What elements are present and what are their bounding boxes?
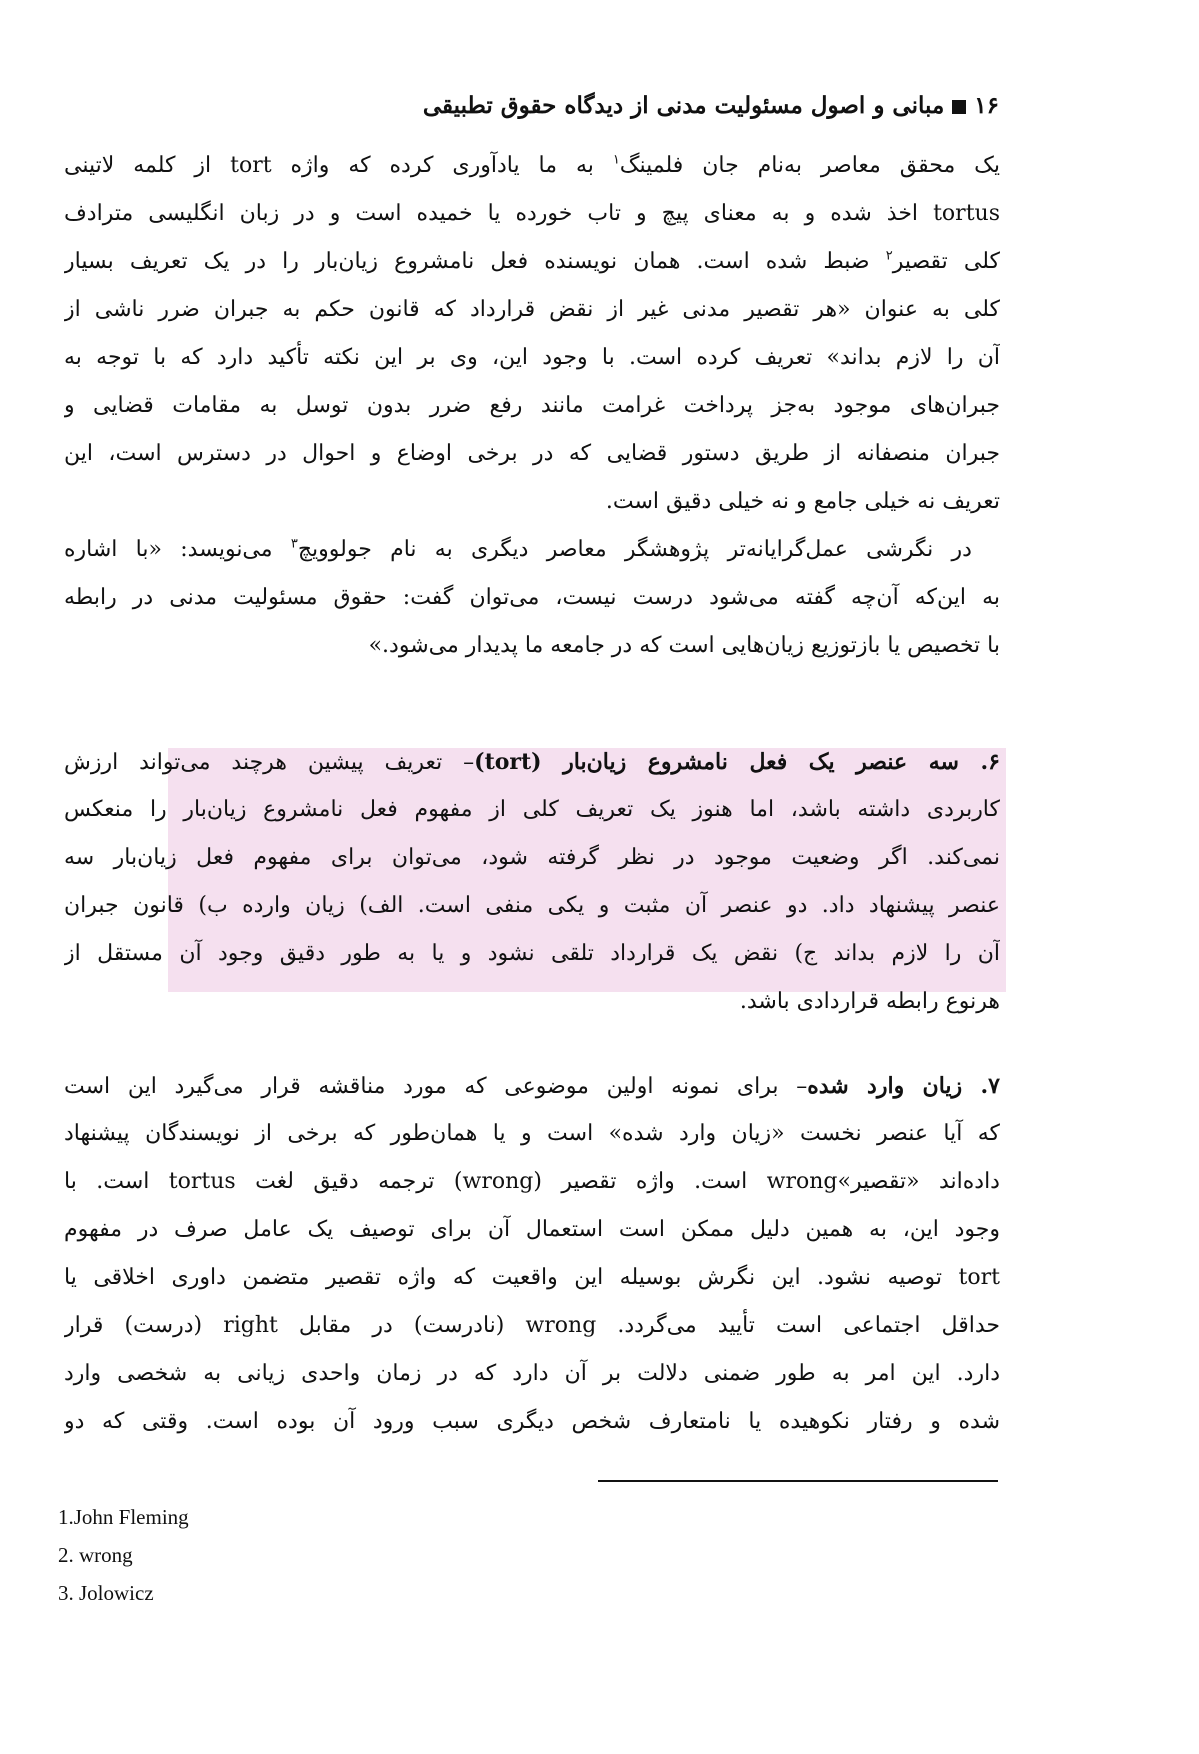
footnote-divider: [598, 1480, 998, 1482]
text-line: به این‌که آن‌چه گفته می‌شود درست نیست، می‌توان گفت: حقوق مسئولیت مدنی در رابطه: [64, 585, 1000, 610]
text-line: داده‌اند «تقصیر»wrong است. واژه تقصیر (wrong) ترجمه دقیق لغت tortus است. با: [64, 1169, 1000, 1194]
text-line: یک محقق معاصر به‌نام جان فلمینگ$^۱$ به ما یادآوری کرده که واژه tort از کلمه لاتینی: [64, 152, 1000, 178]
text-line: هرنوع رابطه قراردادی باشد.: [739, 989, 1000, 1014]
book-title: مبانی و اصول مسئولیت مدنی از دیدگاه حقوق تطبیقی: [422, 92, 945, 119]
text-line: tortus اخذ شده و به معنای پیچ و تاب خورده یا خمیده است و در زبان انگلیسی مترادف: [64, 201, 1000, 226]
text-line: کاربردی داشته باشد، اما هنوز یک تعریف کلی از مفهوم فعل نامشروع زیان‌بار را منعکس: [64, 797, 1000, 822]
text-line: جبران‌های موجود به‌جز پرداخت غرامت مانند رفع ضرر بدون توسل به مقامات قضایی و: [64, 393, 1000, 418]
text-line: نمی‌کند. اگر وضعیت موجود در نظر گرفته شود، می‌توان برای مفهوم فعل زیان‌بار سه: [64, 845, 1000, 870]
text-line: عنصر پیشنهاد داد. دو عنصر آن مثبت و یکی منفی است. الف) زیان وارده ب) قانون جبران: [64, 893, 1000, 918]
footnote-item: 1.John Fleming: [58, 1505, 189, 1529]
text-line: که آیا عنصر نخست «زیان وارد شده» است و یا همان‌طور که برخی از نویسندگان پیشنهاد: [64, 1121, 1000, 1146]
paragraph-2: [64, 526, 1000, 670]
footnote-item: 3. Jolowicz: [58, 1581, 154, 1605]
footnote-mark: ۲: [885, 248, 893, 264]
text-line: شده و رفتار نکوهیده یا نامتعارف شخص دیگری سبب ورود آن بوده است. وقتی که دو: [64, 1409, 1000, 1434]
footnote-mark: ۱: [612, 152, 620, 168]
text-line: کلی به عنوان «هر تقصیر مدنی غیر از نقض قرارداد که قانون حکم به جبران ضرر ناشی از: [64, 297, 1000, 322]
text-line: tort توصیه نشود. این نگرش بوسیله این واقعیت که واژه تقصیر متضمن داوری اخلاقی یا: [64, 1265, 1000, 1290]
text-line: وجود این، به همین دلیل ممکن است استعمال آن برای توصیف یک عامل صرف در مفهوم: [64, 1217, 1000, 1242]
footnote-item: 2. wrong: [58, 1543, 133, 1567]
text-line: حداقل اجتماعی است تأیید می‌گردد. wrong (نادرست) در مقابل right (درست) قرار: [64, 1313, 1000, 1338]
section-6: [64, 738, 1000, 1026]
text-line: دارد. این امر به طور ضمنی دلالت بر آن دارد که در زمان واحدی زیانی به شخصی وارد: [64, 1361, 1000, 1386]
section-heading: ۷. زیان وارد شده: [807, 1073, 1000, 1099]
text-line: در نگرشی عمل‌گرایانه‌تر پژوهشگر معاصر دیگری به نام جولوویچ$^۳$ می‌نویسد: «با اشاره: [64, 536, 972, 562]
footnotes: [58, 1498, 189, 1612]
text-line: تعریف نه خیلی جامع و نه خیلی دقیق است.: [605, 489, 1000, 514]
text-line: آن را لازم بداند» تعریف کرده است. با وجود این، وی بر این نکته تأکید دارد که با توجه به: [64, 345, 1000, 370]
square-bullet-icon: [952, 100, 966, 114]
page-number: ۱۶: [974, 92, 999, 119]
paragraph-1: [64, 142, 1000, 526]
section-heading: ۶. سه عنصر یک فعل نامشروع زیان‌بار (tort): [474, 749, 1000, 775]
text-line: ۶. سه عنصر یک فعل نامشروع زیان‌بار (tort)– تعریف پیشین هرچند می‌تواند ارزش: [64, 749, 1000, 775]
text-line: ۷. زیان وارد شده– برای نمونه اولین موضوعی که مورد مناقشه قرار می‌گیرد این است: [64, 1073, 1000, 1099]
text-line: با تخصیص یا بازتوزیع زیان‌هایی است که در جامعه ما پدیدار می‌شود.»: [368, 633, 1000, 658]
text-line: کلی تقصیر$^۲$ ضبط شده است. همان نویسنده فعل نامشروع زیان‌بار را در یک تعریف بسیار: [64, 248, 1000, 274]
section-7: [64, 1062, 1000, 1446]
running-header: [423, 92, 999, 119]
text-line: آن را لازم بداند ج) نقض یک قرارداد تلقی نشود و یا به طور دقیق وجود آن مستقل از: [64, 941, 1000, 966]
footnote-mark: ۳: [290, 536, 298, 552]
text-line: جبران منصفانه از طریق دستور قضایی که در برخی اوضاع و احوال در دسترس است، این: [64, 441, 1000, 466]
